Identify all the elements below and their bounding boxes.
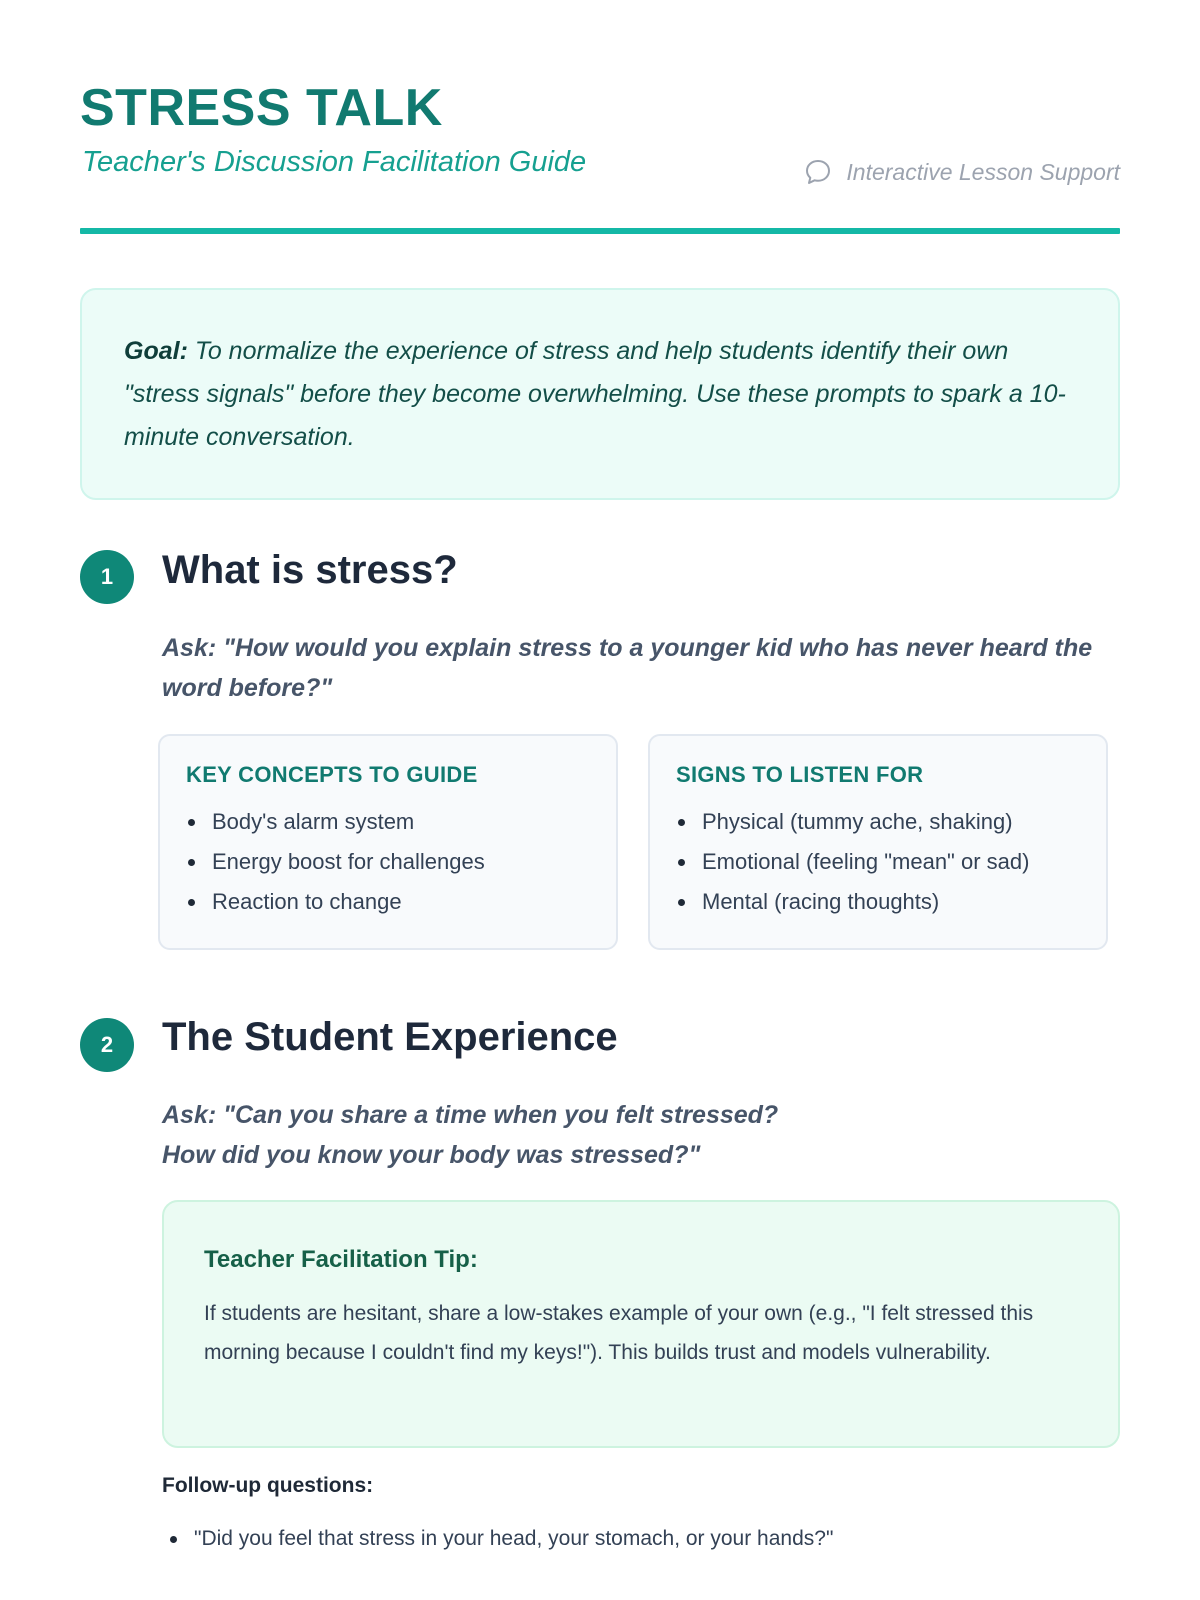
header-divider xyxy=(80,228,1120,234)
section-2-ask-prompt xyxy=(162,1095,1102,1175)
section-1-ask-prompt: Ask: "How would you explain stress to a younger kid who has never heard the word before?" xyxy=(162,634,1093,702)
signs-title: SIGNS TO LISTEN FOR xyxy=(676,762,924,787)
list-item: Reaction to change xyxy=(186,882,590,922)
list-item: Body's alarm system xyxy=(186,802,590,842)
followup-title: Follow-up questions: xyxy=(162,1474,374,1497)
key-concepts-list xyxy=(186,802,590,922)
signs-list xyxy=(676,802,1080,922)
goal-text: To normalize the experience of stress and help students identify their own "stress signals" before they become overwhelming. Use these prompts to spark a 10-minute conversation. xyxy=(124,337,1066,451)
signs-card xyxy=(648,734,1108,950)
goal-paragraph xyxy=(124,330,1076,459)
section-title-student-experience: The Student Experience xyxy=(162,1015,618,1059)
tip-title: Teacher Facilitation Tip: xyxy=(204,1246,478,1273)
step-number-1: 1 xyxy=(80,550,134,604)
list-item: Emotional (feeling "mean" or sad) xyxy=(676,842,1080,882)
key-concepts-card xyxy=(158,734,618,950)
page-subtitle: Teacher's Discussion Facilitation Guide xyxy=(82,146,587,178)
facilitation-tip-box xyxy=(162,1200,1120,1448)
key-concepts-title: KEY CONCEPTS TO GUIDE xyxy=(186,762,478,787)
list-item: Physical (tummy ache, shaking) xyxy=(676,802,1080,842)
goal-box xyxy=(80,288,1120,500)
speech-bubble-icon xyxy=(804,158,832,186)
page-title: STRESS TALK xyxy=(80,79,443,137)
goal-label: Goal: xyxy=(124,337,188,365)
list-item: Mental (racing thoughts) xyxy=(676,882,1080,922)
list-item: Energy boost for challenges xyxy=(186,842,590,882)
step-number-2: 2 xyxy=(80,1018,134,1072)
list-item: "Did you feel that stress in your head, your stomach, or your hands?" xyxy=(162,1522,1120,1556)
lesson-support-label: Interactive Lesson Support xyxy=(846,158,1120,185)
page-header xyxy=(80,0,1120,236)
lesson-support-link[interactable] xyxy=(804,158,1120,186)
followup-list xyxy=(162,1522,1120,1556)
section-title-what-is-stress: What is stress? xyxy=(162,548,458,592)
ask-line: How did you know your body was stressed?" xyxy=(162,1141,701,1169)
ask-line: Ask: "Can you share a time when you felt stressed? xyxy=(162,1101,779,1129)
tip-text: If students are hesitant, share a low-stakes example of your own (e.g., "I felt stressed this morning because I couldn't find my keys!"). This builds trust and models vulnerability. xyxy=(204,1302,1034,1364)
guide-page xyxy=(80,0,1120,1550)
